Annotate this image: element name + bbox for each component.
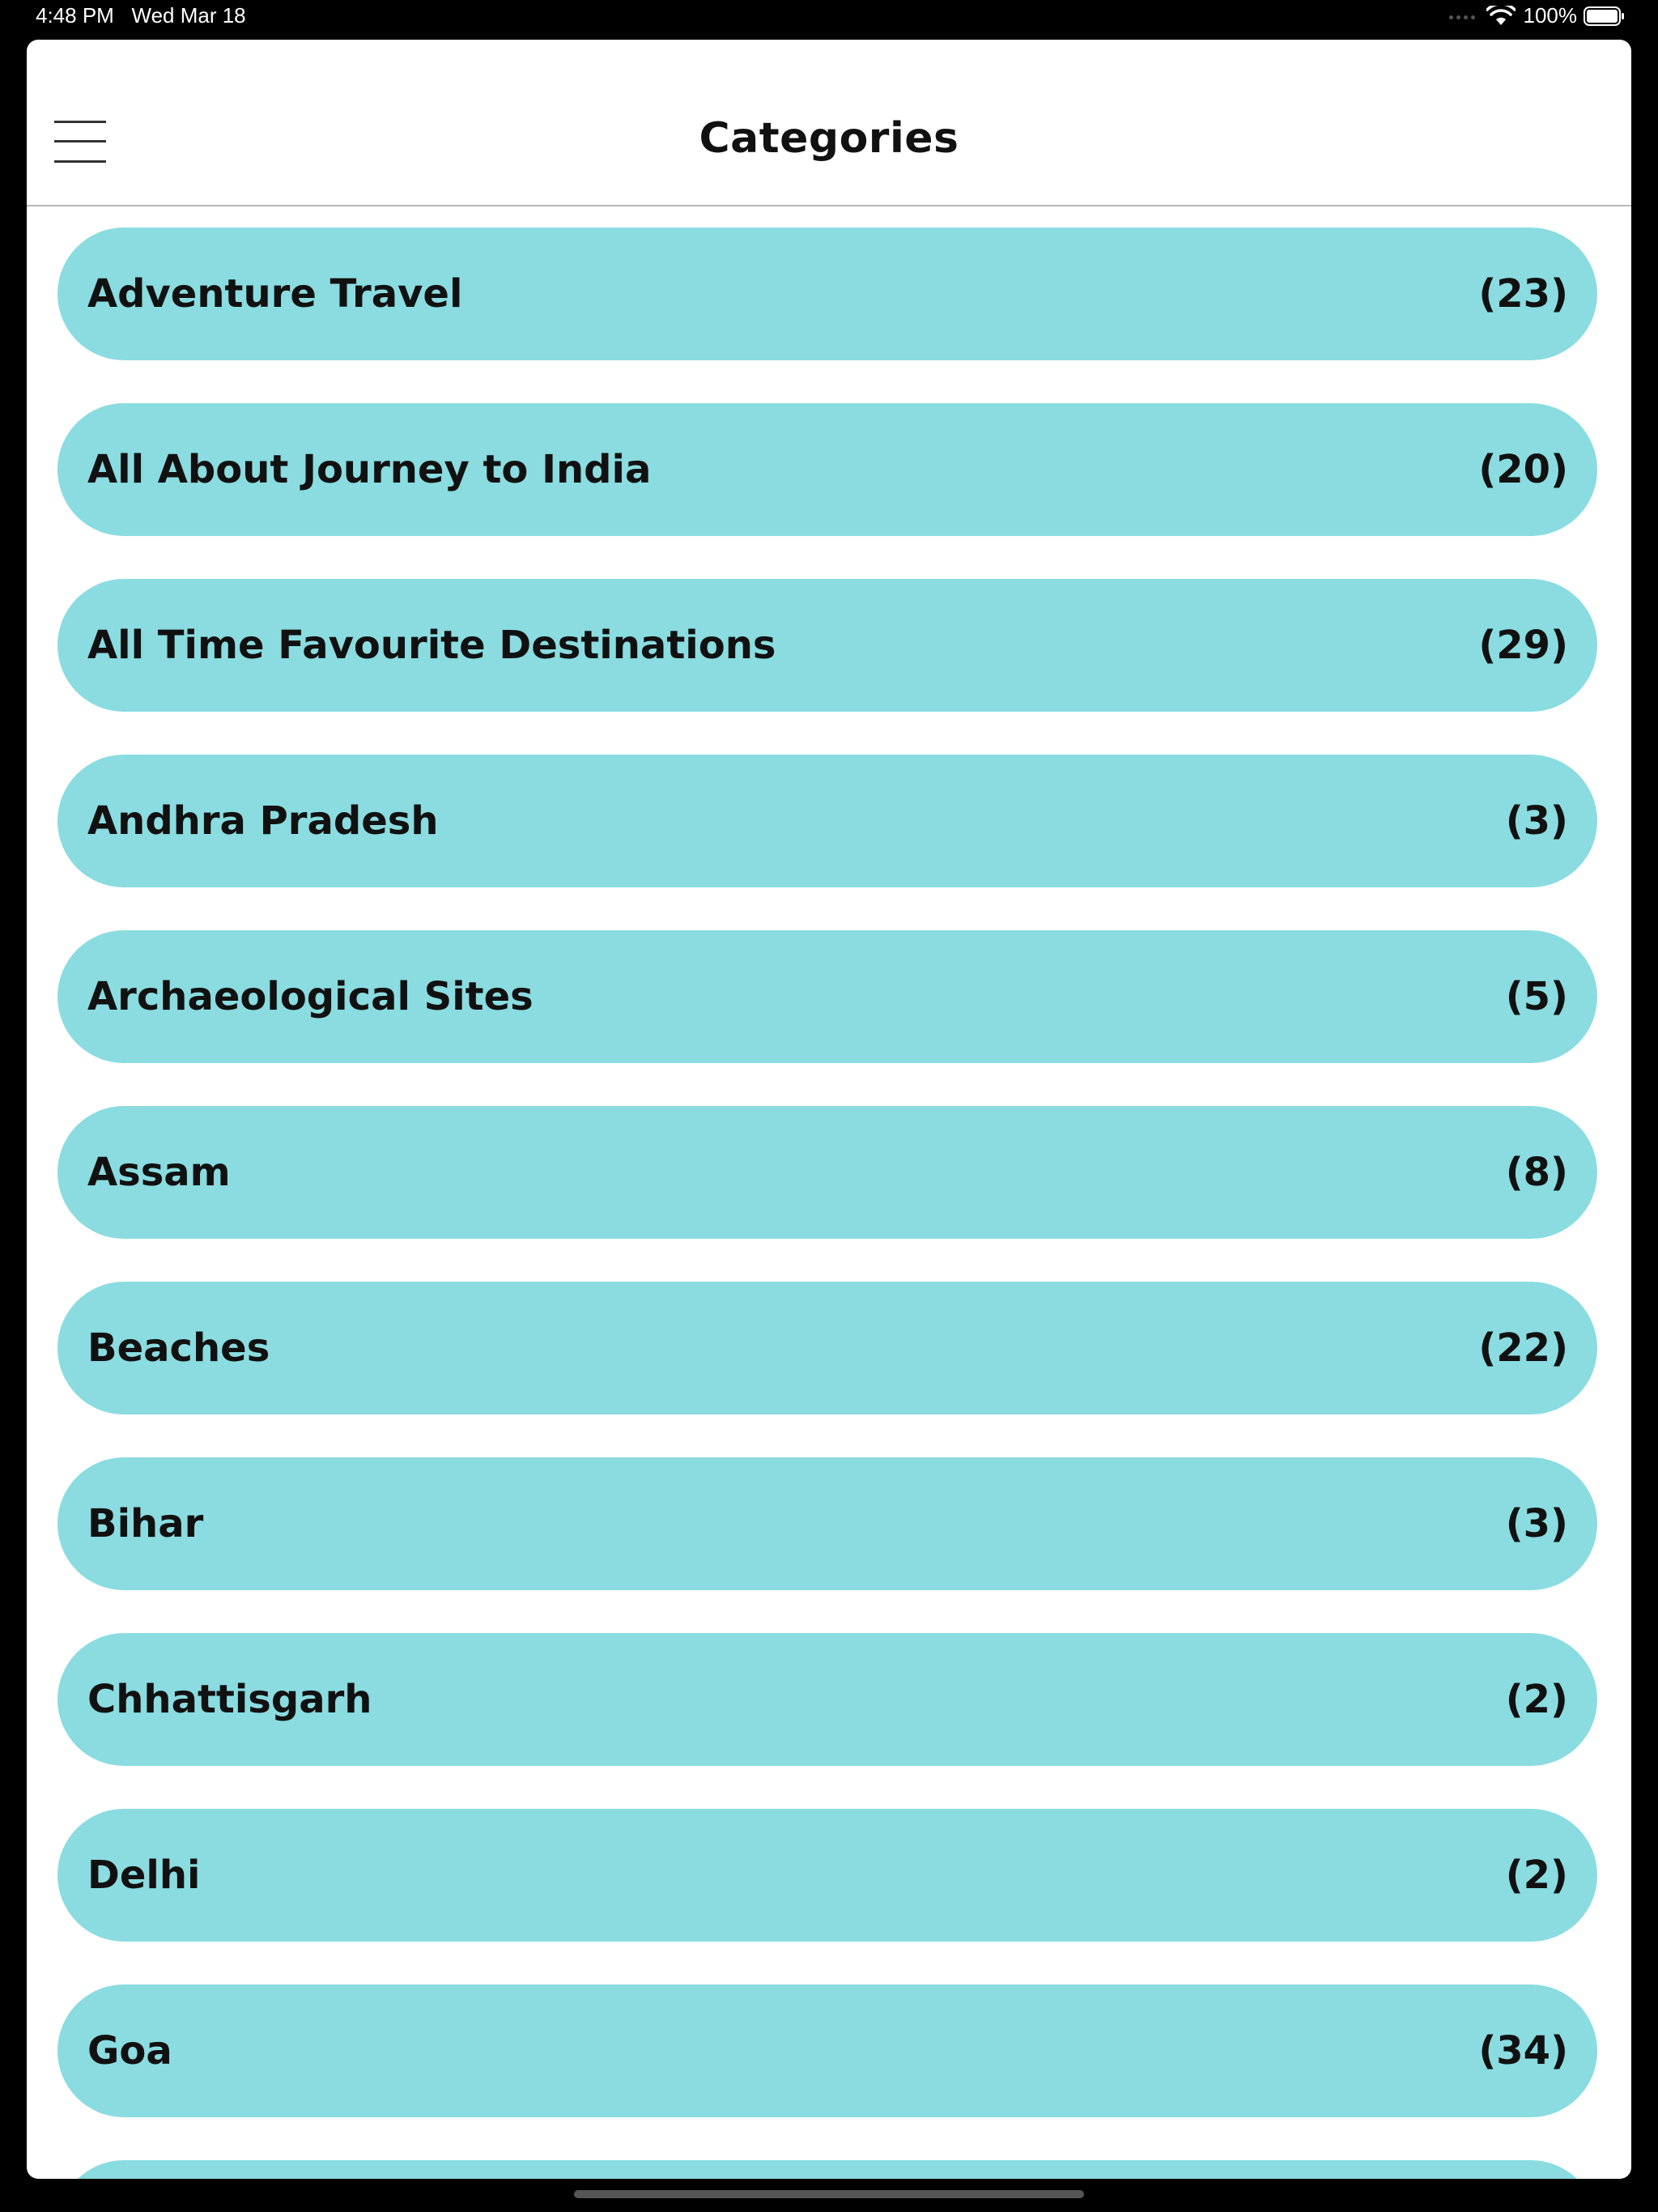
category-count: (29): [1478, 623, 1568, 668]
status-bar: [0, 0, 1658, 39]
category-row-adventure-travel[interactable]: [57, 228, 1597, 360]
category-row-all-about-journey-to-india[interactable]: [57, 403, 1597, 536]
battery-icon: [1584, 6, 1626, 27]
category-row-goa[interactable]: [57, 1984, 1597, 2117]
category-label: Delhi: [87, 1853, 201, 1898]
category-label: All Time Favourite Destinations: [87, 623, 776, 668]
category-label: Archaeological Sites: [87, 974, 534, 1019]
home-indicator[interactable]: [574, 2190, 1084, 2198]
category-row-andhra-pradesh[interactable]: [57, 755, 1597, 887]
battery-percentage: 100%: [1523, 3, 1577, 28]
status-time: [36, 3, 246, 28]
category-count: (2): [1505, 1677, 1568, 1722]
status-indicators: [1449, 3, 1626, 28]
category-count: (8): [1505, 1150, 1568, 1195]
category-count: (22): [1478, 1325, 1568, 1371]
category-label: Bihar: [87, 1501, 204, 1546]
category-label: All About Journey to India: [87, 447, 652, 492]
category-list: [57, 228, 1597, 2179]
category-row-archaeological-sites[interactable]: [57, 930, 1597, 1063]
navigation-bar: [27, 40, 1631, 206]
category-row-bihar[interactable]: [57, 1457, 1597, 1590]
category-label: Beaches: [87, 1325, 270, 1371]
category-row-beaches[interactable]: [57, 1282, 1597, 1414]
category-count: (23): [1478, 271, 1568, 317]
category-count: (2): [1505, 1853, 1568, 1898]
category-row-chhattisgarh[interactable]: [57, 1633, 1597, 1766]
status-clock: 4:48 PM: [36, 3, 114, 28]
category-row-partial[interactable]: [57, 2160, 1597, 2179]
category-count: (3): [1505, 1501, 1568, 1546]
category-row-all-time-favourite-destinations[interactable]: [57, 579, 1597, 712]
category-count: (5): [1505, 974, 1568, 1019]
category-row-delhi[interactable]: [57, 1809, 1597, 1942]
cellular-dots-icon: [1449, 15, 1475, 19]
category-label: Chhattisgarh: [87, 1677, 372, 1722]
category-count: (3): [1505, 798, 1568, 844]
page-title: Categories: [699, 114, 959, 163]
category-row-assam[interactable]: [57, 1106, 1597, 1239]
category-label: Goa: [87, 2028, 172, 2074]
categories-sheet: [27, 40, 1631, 2179]
category-label: Adventure Travel: [87, 271, 463, 317]
category-count: (34): [1478, 2028, 1568, 2074]
status-date: Wed Mar 18: [131, 3, 246, 28]
category-count: (20): [1478, 447, 1568, 492]
category-label: Andhra Pradesh: [87, 798, 439, 844]
category-label: Assam: [87, 1150, 231, 1195]
wifi-icon: [1486, 6, 1516, 27]
